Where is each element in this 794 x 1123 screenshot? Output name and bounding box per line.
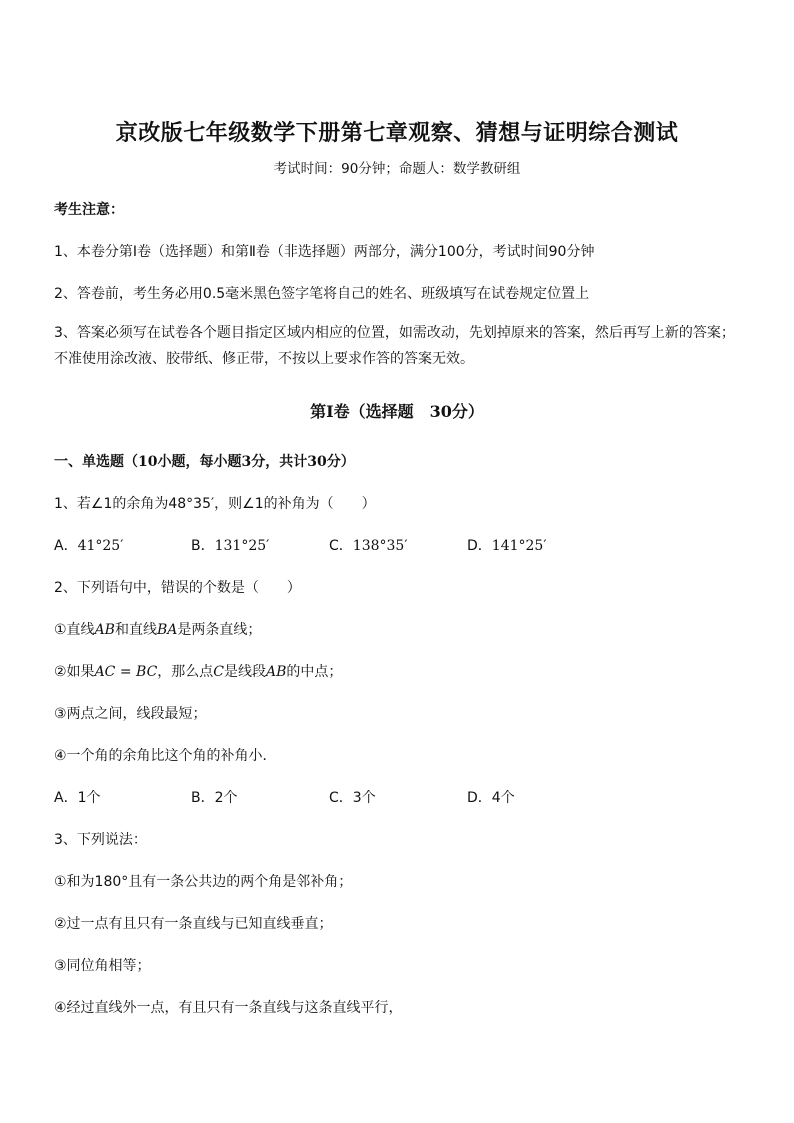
q2-statement-4: ④一个角的余角比这个角的补角小．: [54, 748, 277, 764]
option-value: 41°25′: [77, 538, 124, 554]
option-label: D．: [467, 538, 492, 554]
exam-subtitle: 考试时间：90分钟；命题人：数学教研组: [273, 161, 521, 177]
math-term: AB: [266, 664, 287, 680]
q1-option-a: [54, 535, 123, 555]
question-1-stem: 1、若∠1的余角为48°35′，则∠1的补角为（ ）: [54, 496, 376, 512]
q2-statement-3: ③两点之间，线段最短；: [54, 706, 207, 722]
note-item-2: 2、答卷前，考生务必用0.5毫米黑色签字笔将自己的姓名、班级填写在试卷规定位置上: [54, 286, 590, 302]
q2-option-b: [191, 787, 238, 807]
section-heading: 第Ⅰ卷（选择题 30分）: [310, 402, 484, 421]
text-segment: ，那么点: [157, 664, 214, 680]
exam-title: 京改版七年级数学下册第七章观察、猜想与证明综合测试: [115, 120, 679, 146]
q3-statement-3: ③同位角相等；: [54, 958, 151, 974]
option-value: 138°35′: [352, 538, 408, 554]
text-segment: 和直线: [114, 622, 157, 638]
option-label: A．: [54, 538, 78, 554]
q2-statement-2: [54, 661, 342, 681]
q2-option-c: [329, 787, 376, 807]
math-term: AC = BC: [94, 664, 158, 680]
text-segment: 是两条直线；: [177, 622, 262, 638]
q2-statement-1: [54, 619, 261, 639]
q2-option-a: [54, 787, 101, 807]
q3-statement-1: ①和为180°且有一条公共边的两个角是邻补角；: [54, 874, 353, 890]
option-value: 131°25′: [214, 538, 270, 554]
text-segment: 是线段: [224, 664, 266, 680]
option-value: 3个: [352, 790, 376, 806]
question-2-stem: 2、下列语句中，错误的个数是（ ）: [54, 580, 301, 596]
text-segment: ②如果: [54, 664, 95, 680]
option-value: 1个: [77, 790, 101, 806]
note-item-1: 1、本卷分第Ⅰ卷（选择题）和第Ⅱ卷（非选择题）两部分，满分100分，考试时间90分钟: [54, 244, 595, 260]
math-term: C: [213, 664, 224, 680]
option-value: 141°25′: [491, 538, 547, 554]
option-label: B．: [191, 790, 215, 806]
q1-option-c: [329, 535, 408, 555]
option-label: C．: [329, 538, 353, 554]
option-label: A．: [54, 790, 78, 806]
text-segment: 的中点；: [286, 664, 343, 680]
option-value: 2个: [214, 790, 238, 806]
q1-option-d: [467, 535, 547, 555]
option-label: D．: [467, 790, 492, 806]
math-term: AB: [94, 622, 115, 638]
q2-option-d: [467, 787, 515, 807]
notes-heading: 考生注意：: [54, 202, 124, 218]
text-segment: ①直线: [54, 622, 95, 638]
question-3-stem: 3、下列说法：: [54, 832, 147, 848]
option-label: B．: [191, 538, 215, 554]
option-value: 4个: [491, 790, 515, 806]
q1-option-b: [191, 535, 269, 555]
q3-statement-4: ④经过直线外一点，有且只有一条直线与这条直线平行，: [54, 1000, 403, 1016]
option-label: C．: [329, 790, 353, 806]
q3-statement-2: ②过一点有且只有一条直线与已知直线垂直；: [54, 916, 333, 932]
part-heading: 一、单选题（10小题，每小题3分，共计30分）: [54, 454, 355, 470]
note-item-3: 3、答案必须写在试卷各个题目指定区域内相应的位置，如需改动，先划掉原来的答案，然后再写上新的答案；不准使用涂改液、胶带纸、修正带，不按以上要求作答的答案无效。: [54, 325, 735, 367]
math-term: BA: [156, 622, 178, 638]
